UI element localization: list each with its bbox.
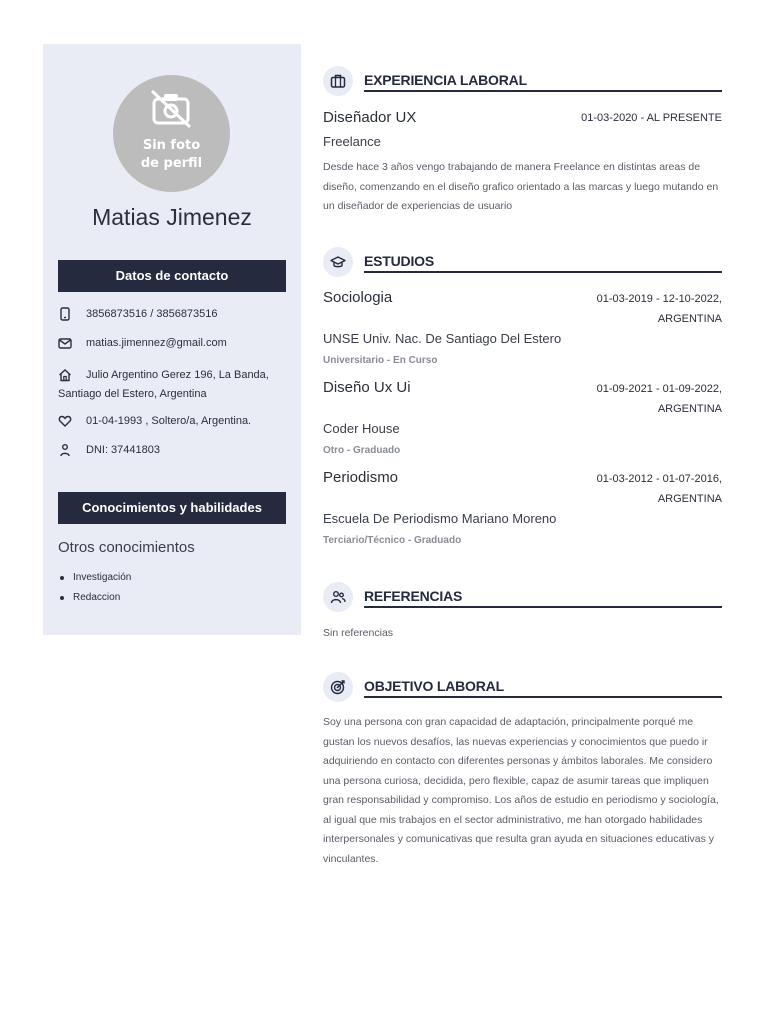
education-date-range: 01-09-2021 - 01-09-2022,: [596, 383, 722, 395]
section-rule: [364, 606, 722, 608]
birth-text: 01-04-1993 , Soltero/a, Argentina.: [86, 415, 252, 427]
objective-icon-circle: [323, 672, 353, 702]
contact-section-title: Datos de contacto: [58, 260, 286, 292]
education-title-item: Diseño Ux Ui: [323, 379, 411, 396]
briefcase-icon: [330, 73, 346, 89]
education-status: Universitario - En Curso: [323, 355, 438, 366]
experience-section-header: [323, 66, 722, 96]
skill-item: Redaccion: [58, 588, 131, 608]
education-date: [597, 469, 722, 509]
target-icon: [330, 679, 346, 695]
education-title: ESTUDIOS: [364, 253, 434, 269]
job-title: Diseñador UX: [323, 109, 417, 126]
education-country: ARGENTINA: [657, 313, 722, 325]
education-status: Terciario/Técnico - Graduado: [323, 535, 462, 546]
profile-photo-placeholder: [113, 75, 230, 192]
mail-icon: [58, 336, 72, 350]
references-section-header: [323, 582, 722, 612]
other-knowledge-title: Otros conocimientos: [58, 539, 195, 556]
objective-title: OBJETIVO LABORAL: [364, 678, 504, 694]
section-rule: [364, 271, 722, 273]
person-icon: [58, 443, 72, 457]
person-name: Matias Jimenez: [92, 204, 252, 230]
education-country: ARGENTINA: [657, 493, 722, 505]
education-section-header: [323, 247, 722, 277]
experience-icon-circle: [323, 66, 353, 96]
references-text: Sin referencias: [323, 627, 394, 639]
address-text: Julio Argentino Gerez 196, La Banda, Santiago del Estero, Argentina: [58, 369, 269, 400]
job-date: 01-03-2020 - AL PRESENTE: [581, 112, 722, 124]
photo-text-line2: de perfil: [140, 156, 203, 171]
skills-section-title: Conocimientos y habilidades: [58, 492, 286, 524]
skills-list: [58, 568, 131, 608]
camera-off-icon: [148, 89, 194, 129]
photo-text-line1: Sin foto: [142, 138, 201, 153]
section-rule: [364, 90, 722, 92]
job-description: Desde hace 3 años vengo trabajando de manera Freelance en distintas areas de diseño, comenzando en el diseño grafico orientado a las marcas y luego mutando en un diseñador de experiencias de usuario: [323, 161, 719, 212]
heart-icon: [58, 414, 72, 428]
references-title: REFERENCIAS: [364, 588, 463, 604]
references-icon-circle: [323, 582, 353, 612]
education-school: UNSE Univ. Nac. De Santiago Del Estero: [323, 331, 562, 346]
email-text: matias.jimennez@gmail.com: [86, 337, 227, 349]
home-icon: [58, 368, 72, 382]
education-status: Otro - Graduado: [323, 445, 401, 456]
dni-text: DNI: 37441803: [86, 444, 160, 456]
contact-address: [58, 366, 286, 404]
skill-item: Investigación: [58, 568, 131, 588]
education-date-range: 01-03-2012 - 01-07-2016,: [596, 473, 722, 485]
objective-text: Soy una persona con gran capacidad de adaptación, principalmente porqué me gustan los nuevos desafíos, las nuevas experiencias y conocimientos que puedo ir adquiriendo en contacto con diferentes personas y ámbitos laborales. Me considero una persona curiosa, decidida, pero flexible, capaz de asumir tareas que impliquen gran responsabilidad y compromiso. Los años de estudio en periodismo y sociología, al igual que mis trabajos en el sector administrativo, me han otorgado habilidades interpersonales y comunicativas que resulta gran ayuda en situaciones educativas y vinculantes.: [323, 716, 719, 865]
job-company: Freelance: [323, 134, 381, 149]
photo-placeholder-text: [113, 137, 230, 173]
people-icon: [330, 589, 346, 605]
education-date: [597, 379, 722, 419]
education-date: [597, 289, 722, 329]
education-title-item: Sociologia: [323, 289, 393, 306]
phone-icon: [58, 307, 72, 321]
education-school: Coder House: [323, 421, 400, 436]
sidebar: [43, 44, 301, 635]
education-country: ARGENTINA: [657, 403, 722, 415]
objective-section-header: [323, 672, 722, 702]
section-rule: [364, 696, 722, 698]
experience-title: EXPERIENCIA LABORAL: [364, 72, 527, 88]
education-title-item: Periodismo: [323, 469, 399, 486]
education-school: Escuela De Periodismo Mariano Moreno: [323, 511, 557, 526]
graduation-cap-icon: [330, 254, 346, 270]
education-icon-circle: [323, 247, 353, 277]
education-date-range: 01-03-2019 - 12-10-2022,: [596, 293, 722, 305]
phone-text: 3856873516 / 3856873516: [86, 308, 218, 320]
